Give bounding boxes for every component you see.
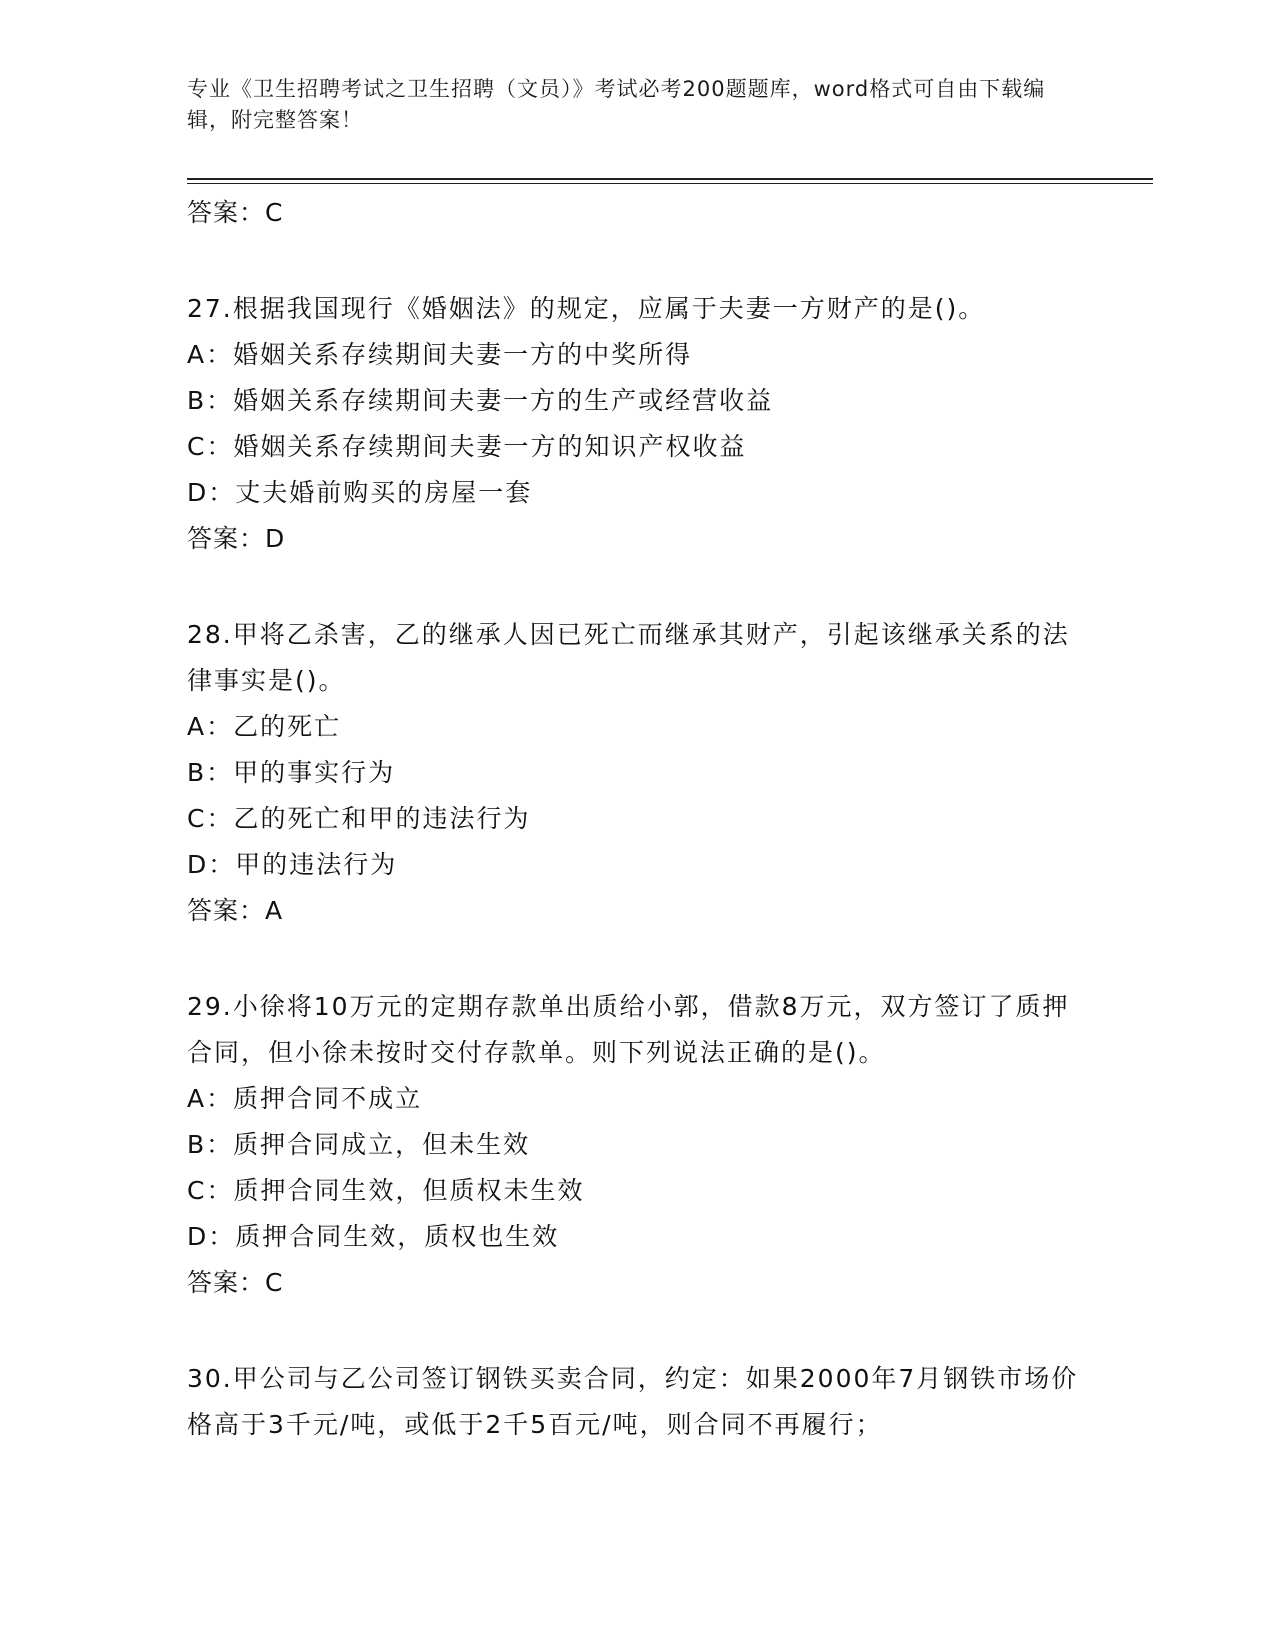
question-stem: 28.甲将乙杀害，乙的继承人因已死亡而继承其财产，引起该继承关系的法律事实是()。: [187, 620, 1070, 695]
option-a: A：乙的死亡: [187, 712, 342, 741]
option-b: B：质押合同成立，但未生效: [187, 1130, 531, 1159]
option-a: A：婚姻关系存续期间夫妻一方的中奖所得: [187, 340, 693, 369]
option-c: C：质押合同生效，但质权未生效: [187, 1176, 585, 1205]
answer-line: 答案：C: [187, 198, 284, 227]
option-d: D：丈夫婚前购买的房屋一套: [187, 478, 533, 507]
option-d: D：质押合同生效，质权也生效: [187, 1222, 560, 1251]
question-block: [187, 1356, 1087, 1448]
answer-line: 答案：A: [187, 896, 284, 925]
header-divider-thin: [187, 183, 1153, 184]
option-b: B：婚姻关系存续期间夫妻一方的生产或经营收益: [187, 386, 774, 415]
question-stem: 30.甲公司与乙公司签订钢铁买卖合同，约定：如果2000年7月钢铁市场价格高于3千元/吨，或低于2千5百元/吨，则合同不再履行；: [187, 1364, 1079, 1439]
option-a: A：质押合同不成立: [187, 1084, 423, 1113]
document-header: 专业《卫生招聘考试之卫生招聘（文员）》考试必考200题题库，word格式可自由下载编辑，附完整答案！: [187, 77, 1046, 132]
option-d: D：甲的违法行为: [187, 850, 398, 879]
question-block: [187, 984, 1087, 1306]
question-block: [187, 286, 1087, 562]
option-b: B：甲的事实行为: [187, 758, 396, 787]
header-divider-thick: [187, 178, 1153, 180]
question-stem: 27.根据我国现行《婚姻法》的规定，应属于夫妻一方财产的是()。: [187, 294, 986, 323]
question-stem: 29.小徐将10万元的定期存款单出质给小郭，借款8万元，双方签订了质押合同，但小徐未按时交付存款单。则下列说法正确的是()。: [187, 992, 1070, 1067]
question-list: [187, 190, 1087, 1448]
answer-line: 答案：C: [187, 1268, 284, 1297]
answer-line: 答案：D: [187, 524, 286, 553]
option-c: C：婚姻关系存续期间夫妻一方的知识产权收益: [187, 432, 747, 461]
question-block: [187, 612, 1087, 934]
option-c: C：乙的死亡和甲的违法行为: [187, 804, 531, 833]
